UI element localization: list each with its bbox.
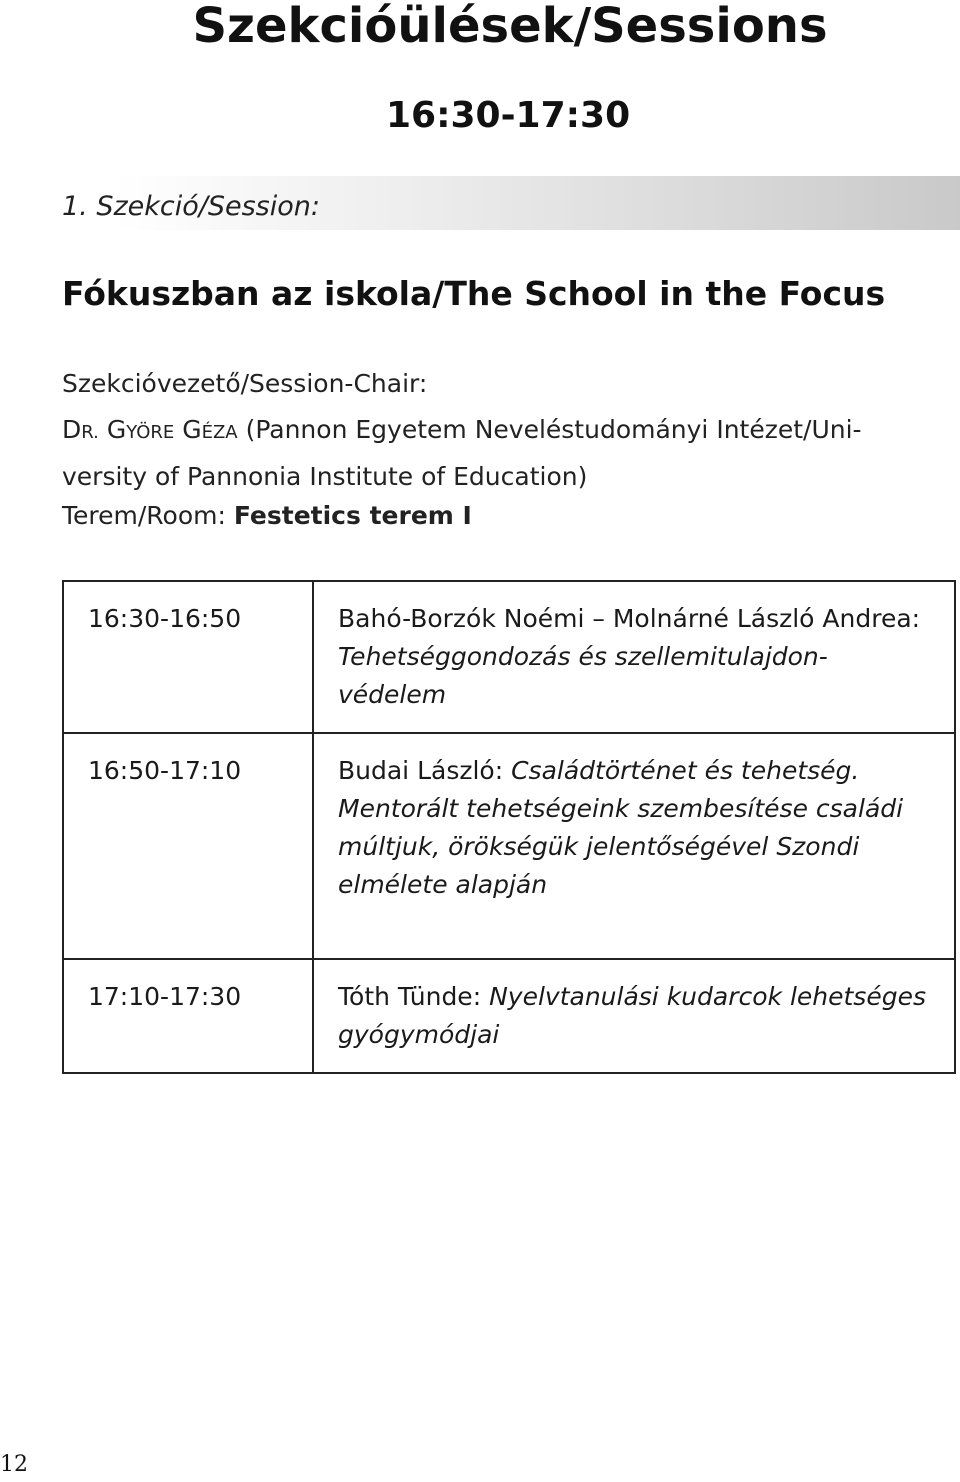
talk-title: Családtörténet és tehetség. Mentorált tehetségeink szembesítése családi múltjuk, örökségük jelentőségével Szondi elmélete alapján xyxy=(338,756,904,899)
schedule-row xyxy=(63,959,955,1073)
chair-surname-initial: G xyxy=(106,415,127,444)
room-value: Festetics terem I xyxy=(233,501,472,530)
session-chair xyxy=(62,408,960,499)
chair-given-initial: G xyxy=(182,415,202,444)
chair-surname-rest: YÖRE xyxy=(126,422,175,443)
talk-speaker: Bahó-Borzók Noémi – Molnárné László Andrea: xyxy=(338,604,921,633)
talk-speaker: Tóth Tünde: xyxy=(338,982,482,1011)
session-chair-label: Szekcióvezető/Session-Chair: xyxy=(62,369,428,398)
room-line xyxy=(62,494,472,538)
room-label: Terem/Room: xyxy=(62,501,226,530)
page-number: 12 xyxy=(0,1452,28,1477)
talk-title: Nyelvtanulási kudarcok lehetséges gyógymódjai xyxy=(338,982,926,1049)
chair-honorific-rest: R. xyxy=(81,422,99,443)
session-time: 16:30-17:30 xyxy=(386,95,631,136)
chair-given-rest: ÉZA xyxy=(201,422,238,443)
chair-affiliation-line-2: versity of Pannonia Institute of Education) xyxy=(62,462,588,491)
schedule-row xyxy=(63,581,955,733)
talk-speaker: Budai László: xyxy=(338,756,504,785)
schedule-row xyxy=(63,733,955,959)
schedule-time: 17:10-17:30 xyxy=(63,959,313,1073)
section-title: Fókuszban az iskola/The School in the Focus xyxy=(62,274,886,313)
talk-title: Tehetséggondozás és szellemitulajdon-védelem xyxy=(338,642,828,709)
page-title: Szekcióülések/Sessions xyxy=(192,0,828,54)
session-chair-line-1 xyxy=(62,408,960,455)
schedule-time: 16:30-16:50 xyxy=(63,581,313,733)
schedule-time: 16:50-17:10 xyxy=(63,733,313,959)
chair-affiliation-line-1: (Pannon Egyetem Neveléstudományi Intézet/Uni- xyxy=(245,415,862,444)
schedule-table xyxy=(62,580,956,1074)
schedule-talk xyxy=(313,959,955,1073)
chair-honorific-initial: D xyxy=(62,415,82,444)
schedule-talk xyxy=(313,581,955,733)
schedule-talk xyxy=(313,733,955,959)
section-label: 1. Szekció/Session: xyxy=(62,191,320,222)
